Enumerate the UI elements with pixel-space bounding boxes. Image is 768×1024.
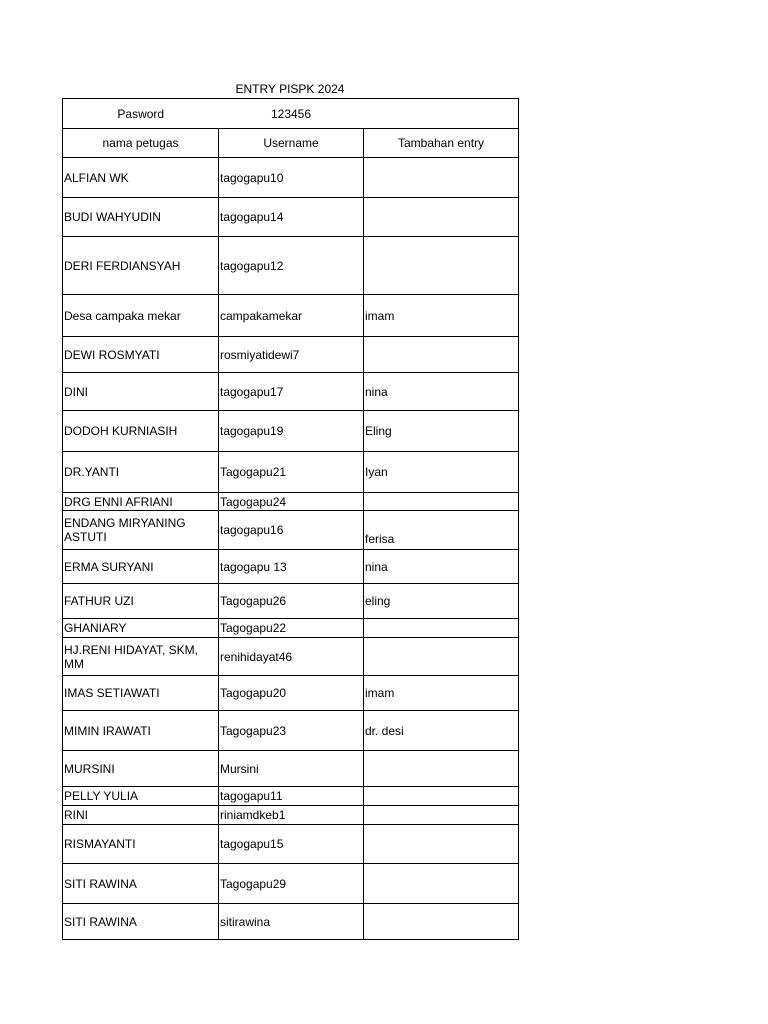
cell-name: Desa campaka mekar — [63, 295, 219, 337]
cell-extra: Eling — [364, 411, 519, 452]
cell-extra — [364, 237, 519, 295]
cell-extra: imam — [364, 676, 519, 711]
table-row — [63, 550, 519, 584]
page-title: ENTRY PISPK 2024 — [235, 82, 345, 96]
cell-name: IMAS SETIAWATI — [63, 676, 219, 711]
cell-extra — [364, 806, 519, 825]
header-row — [63, 129, 519, 158]
cell-extra: eling — [364, 584, 519, 619]
cell-username: tagogapu19 — [219, 411, 364, 452]
cell-username: Tagogapu21 — [219, 452, 364, 493]
cell-extra: ferisa — [364, 511, 519, 550]
cell-name: DODOH KURNIASIH — [63, 411, 219, 452]
cell-username: tagogapu14 — [219, 198, 364, 237]
cell-name: FATHUR UZI — [63, 584, 219, 619]
cell-extra: Iyan — [364, 452, 519, 493]
cell-name: DERI FERDIANSYAH — [63, 237, 219, 295]
cell-extra — [364, 751, 519, 787]
cell-username: tagogapu17 — [219, 373, 364, 411]
table-row — [63, 198, 519, 237]
cell-username: Tagogapu20 — [219, 676, 364, 711]
cell-extra — [364, 864, 519, 904]
cell-extra: nina — [364, 373, 519, 411]
cell-name: DEWI ROSMYATI — [63, 337, 219, 373]
cell-name: PELLY YULIA — [63, 787, 219, 806]
table-row — [63, 676, 519, 711]
table-row — [63, 751, 519, 787]
table-row — [63, 493, 519, 511]
cell-username: Tagogapu22 — [219, 619, 364, 638]
table-row — [63, 638, 519, 676]
table-row — [63, 806, 519, 825]
cell-extra — [364, 619, 519, 638]
header-name: nama petugas — [63, 129, 219, 158]
cell-username: Mursini — [219, 751, 364, 787]
cell-extra — [364, 825, 519, 864]
cell-name: BUDI WAHYUDIN — [63, 198, 219, 237]
table-row — [63, 584, 519, 619]
cell-username: Tagogapu24 — [219, 493, 364, 511]
cell-name: ERMA SURYANI — [63, 550, 219, 584]
cell-name: DR.YANTI — [63, 452, 219, 493]
cell-extra: dr. desi — [364, 711, 519, 751]
cell-name: DINI — [63, 373, 219, 411]
table-row — [63, 511, 519, 550]
cell-extra — [364, 158, 519, 198]
table-row — [63, 711, 519, 751]
password-empty-cell — [364, 99, 519, 129]
table-row — [63, 787, 519, 806]
password-row — [63, 99, 519, 129]
table-row — [63, 237, 519, 295]
cell-extra — [364, 638, 519, 676]
cell-extra: nina — [364, 550, 519, 584]
header-extra: Tambahan entry — [364, 129, 519, 158]
cell-username: tagogapu 13 — [219, 550, 364, 584]
cell-username: tagogapu10 — [219, 158, 364, 198]
password-label: Pasword — [63, 99, 219, 129]
cell-name: HJ.RENI HIDAYAT, SKM, MM — [63, 638, 219, 676]
cell-name: MIMIN IRAWATI — [63, 711, 219, 751]
cell-username: Tagogapu23 — [219, 711, 364, 751]
cell-extra — [364, 787, 519, 806]
cell-username: tagogapu16 — [219, 511, 364, 550]
table-row — [63, 295, 519, 337]
cell-name: ENDANG MIRYANING ASTUTI — [63, 511, 219, 550]
cell-extra — [364, 493, 519, 511]
table-row — [63, 452, 519, 493]
cell-name: DRG ENNI AFRIANI — [63, 493, 219, 511]
cell-username: tagogapu15 — [219, 825, 364, 864]
table-row — [63, 158, 519, 198]
table-row — [63, 619, 519, 638]
table-row — [63, 904, 519, 940]
table-row — [63, 411, 519, 452]
cell-username: riniamdkeb1 — [219, 806, 364, 825]
cell-username: campakamekar — [219, 295, 364, 337]
table-row — [63, 337, 519, 373]
cell-extra — [364, 904, 519, 940]
cell-name: SITI RAWINA — [63, 864, 219, 904]
cell-name: RISMAYANTI — [63, 825, 219, 864]
petugas-table — [62, 98, 519, 940]
cell-username: Tagogapu26 — [219, 584, 364, 619]
cell-extra: imam — [364, 295, 519, 337]
table-row — [63, 825, 519, 864]
password-value: 123456 — [219, 99, 364, 129]
cell-username: rosmiyatidewi7 — [219, 337, 364, 373]
cell-name: RINI — [63, 806, 219, 825]
cell-name: ALFIAN WK — [63, 158, 219, 198]
cell-name: GHANIARY — [63, 619, 219, 638]
cell-username: sitirawina — [219, 904, 364, 940]
cell-username: renihidayat46 — [219, 638, 364, 676]
cell-extra — [364, 337, 519, 373]
cell-username: tagogapu12 — [219, 237, 364, 295]
cell-name: SITI RAWINA — [63, 904, 219, 940]
cell-extra — [364, 198, 519, 237]
table-row — [63, 864, 519, 904]
table-row — [63, 373, 519, 411]
cell-username: Tagogapu29 — [219, 864, 364, 904]
cell-username: tagogapu11 — [219, 787, 364, 806]
header-username: Username — [219, 129, 364, 158]
cell-name: MURSINI — [63, 751, 219, 787]
